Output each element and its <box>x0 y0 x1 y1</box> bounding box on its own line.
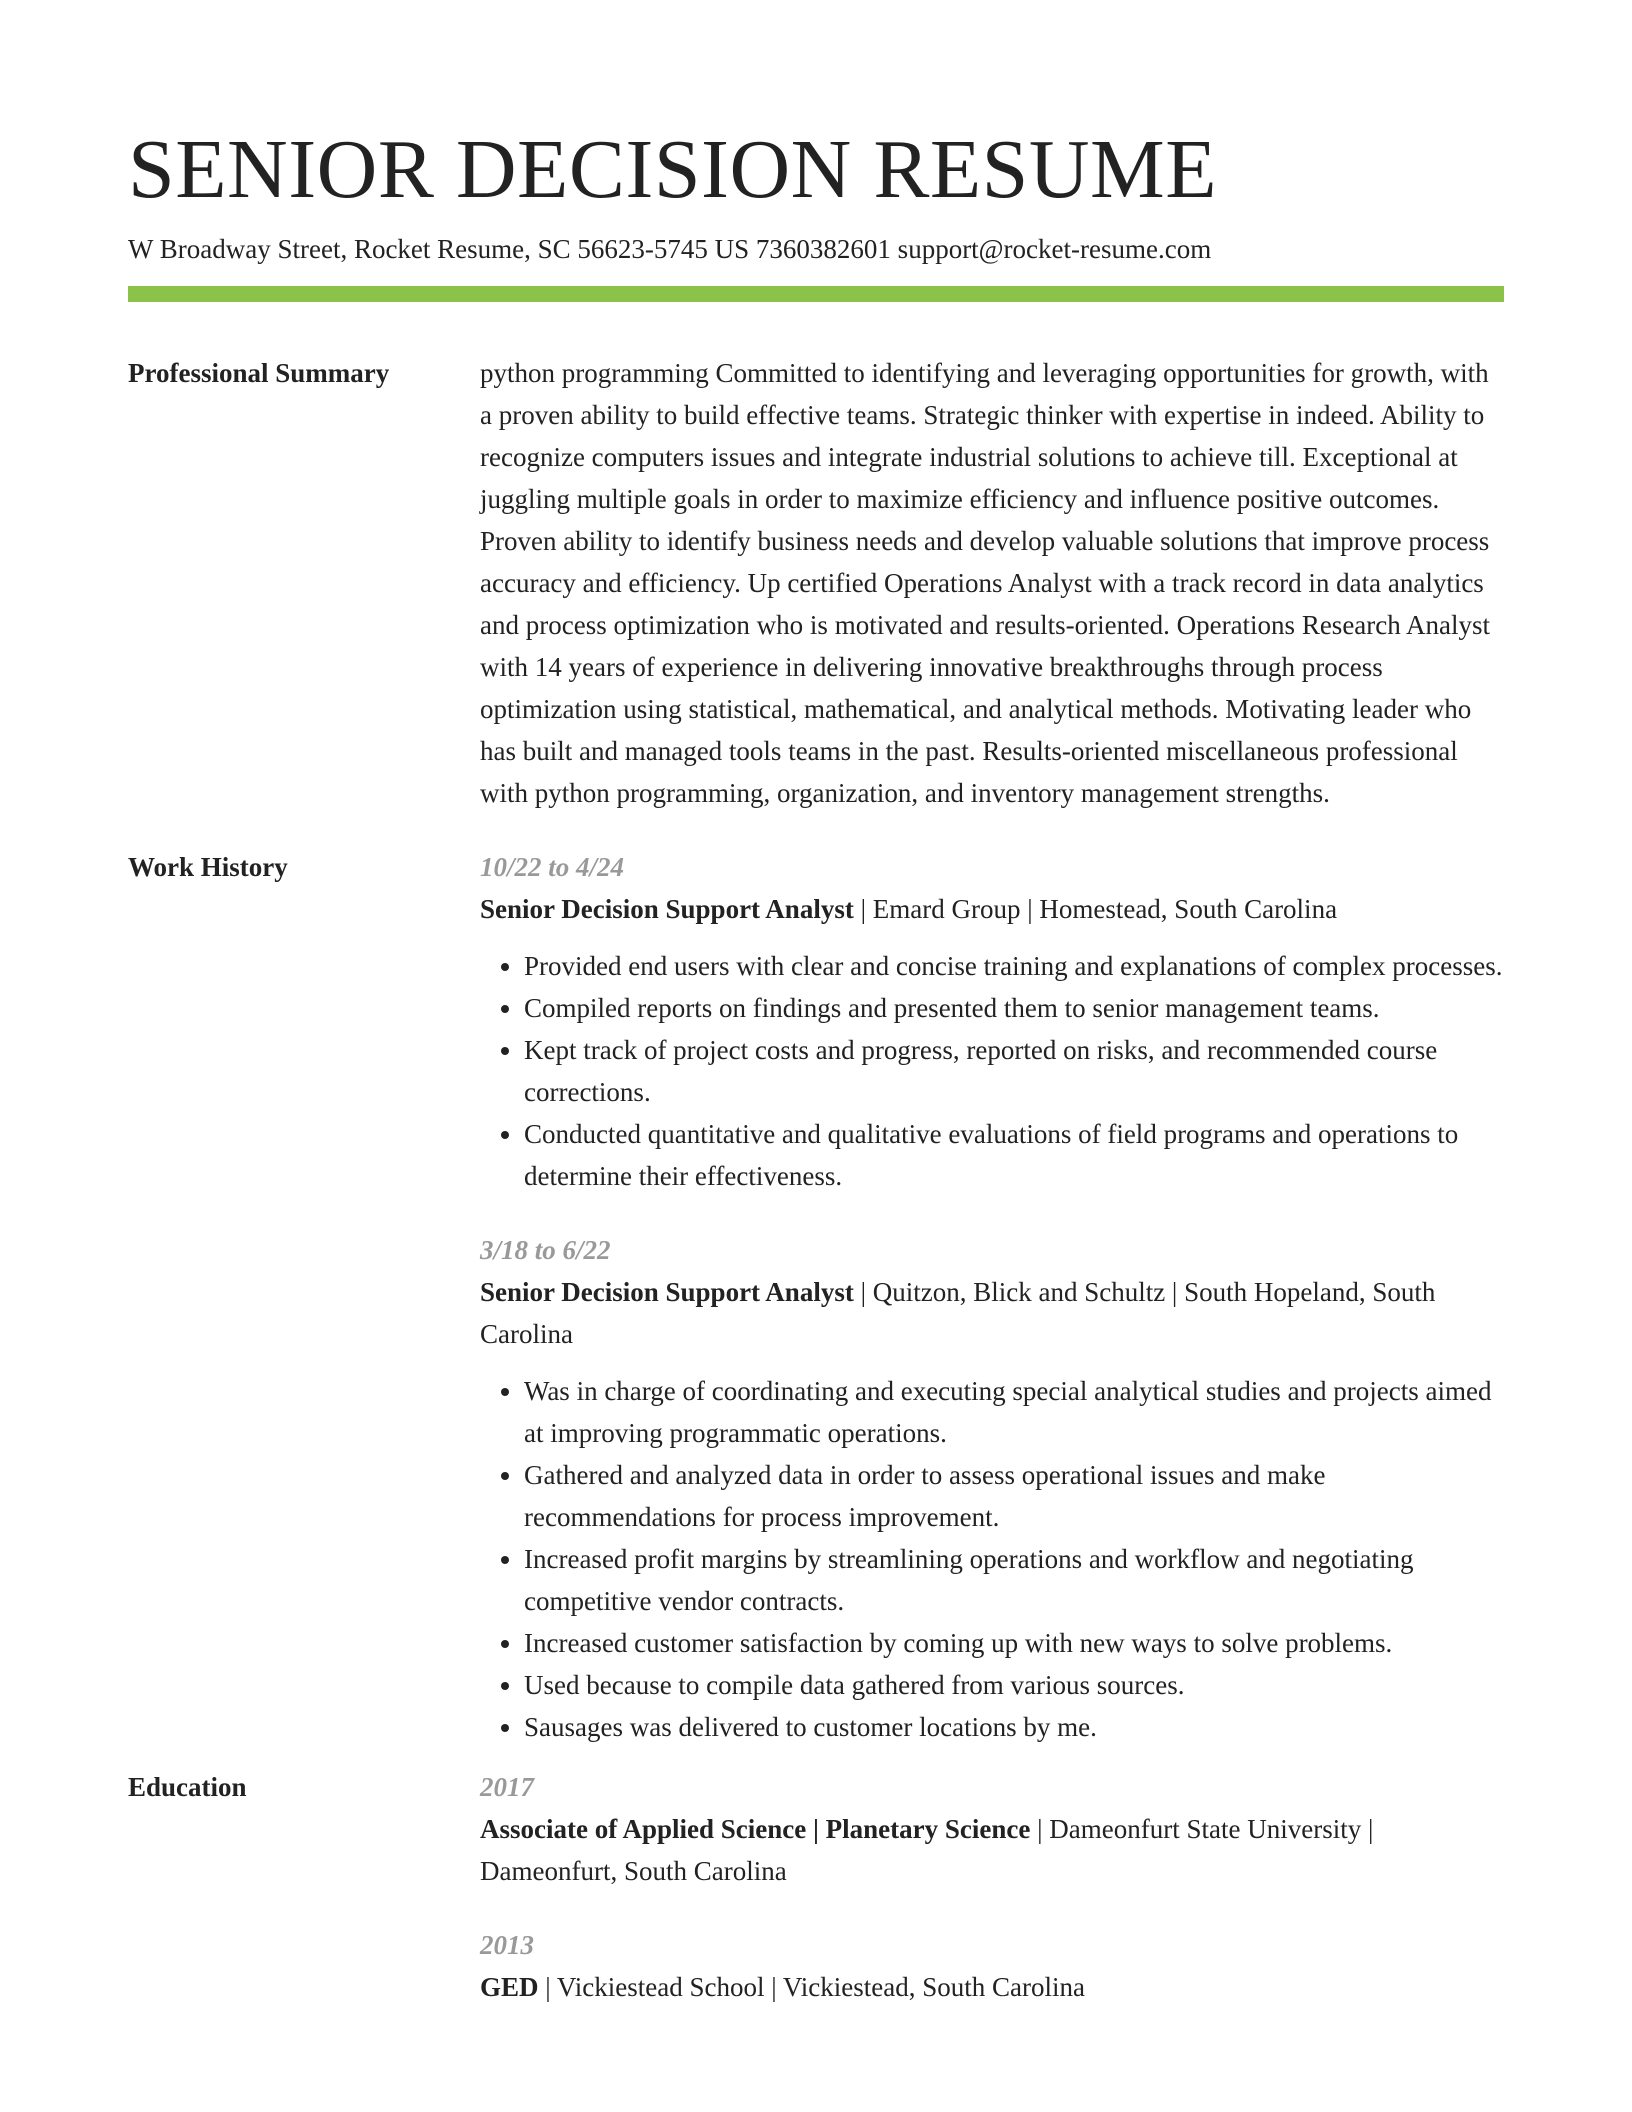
job-bullet: • Kept track of project costs and progress, reported on risks, and recommended course corrections. <box>524 1029 1504 1113</box>
professional-summary-section <box>128 352 1504 814</box>
job-title-line <box>480 1271 1504 1355</box>
job-bullet: • Increased profit margins by streamlining operations and workflow and negotiating competitive vendor contracts. <box>524 1538 1504 1622</box>
education-degree: GED <box>480 1972 539 2002</box>
education-entry <box>480 1766 1504 1892</box>
job-bullet: • Provided end users with clear and concise training and explanations of complex processes. <box>524 945 1504 987</box>
education-entry <box>480 1924 1504 2008</box>
resume-page <box>128 118 1504 2008</box>
education-degree: Associate of Applied Science | Planetary Science <box>480 1814 1031 1844</box>
job-bullet: • Increased customer satisfaction by coming up with new ways to solve problems. <box>524 1622 1504 1664</box>
education-date: 2017 <box>480 1772 534 1802</box>
job-bullet: • Was in charge of coordinating and executing special analytical studies and projects aimed at improving programmatic operations. <box>524 1370 1504 1454</box>
summary-body <box>480 352 1504 814</box>
job-entry <box>480 1229 1504 1748</box>
job-bullet: • Conducted quantitative and qualitative evaluations of field programs and operations to determine their effectiveness. <box>524 1113 1504 1197</box>
work-history-section <box>128 846 1504 1748</box>
section-label-education: Education <box>128 1772 247 1802</box>
education-title-line <box>480 1966 1504 2008</box>
work-body <box>480 846 1504 1748</box>
resume-name: SENIOR DECISION RESUME <box>128 123 1218 216</box>
job-bullets <box>480 945 1504 1197</box>
education-details: | Vickiestead School | Vickiestead, South Carolina <box>538 1972 1085 2002</box>
job-date: 10/22 to 4/24 <box>480 852 625 882</box>
job-bullets <box>480 1370 1504 1748</box>
job-date: 3/18 to 6/22 <box>480 1235 611 1265</box>
education-body <box>480 1766 1504 2008</box>
education-title-line <box>480 1808 1504 1892</box>
education-details: | Dameonfurt State University | Dameonfurt, South Carolina <box>480 1814 1374 1886</box>
job-bullet: • Gathered and analyzed data in order to assess operational issues and make recommendations for process improvement. <box>524 1454 1504 1538</box>
job-entry <box>480 846 1504 1197</box>
summary-text: python programming Committed to identifying and leveraging opportunities for growth, with a proven ability to build effective teams. Strategic thinker with expertise in indeed. Ability to recognize computers issues and integrate industrial solutions to achieve till. Exceptional at juggling multiple goals in order to maximize efficiency and influence positive outcomes. Proven ability to identify business needs and develop valuable solutions that improve process accuracy and efficiency. Up certified Operations Analyst with a track record in data analytics and process optimization who is motivated and results-oriented. Operations Research Analyst with 14 years of experience in delivering innovative breakthroughs through process optimization using statistical, mathematical, and analytical methods. Motivating leader who has built and managed tools teams in the past. Results-oriented miscellaneous professional with python programming, organization, and inventory management strengths. <box>480 358 1491 808</box>
header-divider <box>128 286 1504 302</box>
job-bullet: • Sausages was delivered to customer locations by me. <box>524 1706 1504 1748</box>
job-title: Senior Decision Support Analyst <box>480 1277 854 1307</box>
contact-info: W Broadway Street, Rocket Resume, SC 56623-5745 US 7360382601 support@rocket-resume.com <box>128 234 1212 264</box>
job-details: | Quitzon, Blick and Schultz | South Hopeland, South Carolina <box>480 1277 1436 1349</box>
job-title-line <box>480 888 1504 930</box>
education-section <box>128 1766 1504 2008</box>
job-title: Senior Decision Support Analyst <box>480 894 854 924</box>
section-label-summary: Professional Summary <box>128 358 390 388</box>
section-label-work: Work History <box>128 852 288 882</box>
job-details: | Emard Group | Homestead, South Carolina <box>853 894 1338 924</box>
education-date: 2013 <box>480 1930 534 1960</box>
job-bullet: • Compiled reports on findings and presented them to senior management teams. <box>524 987 1504 1029</box>
job-bullet: • Used because to compile data gathered from various sources. <box>524 1664 1504 1706</box>
